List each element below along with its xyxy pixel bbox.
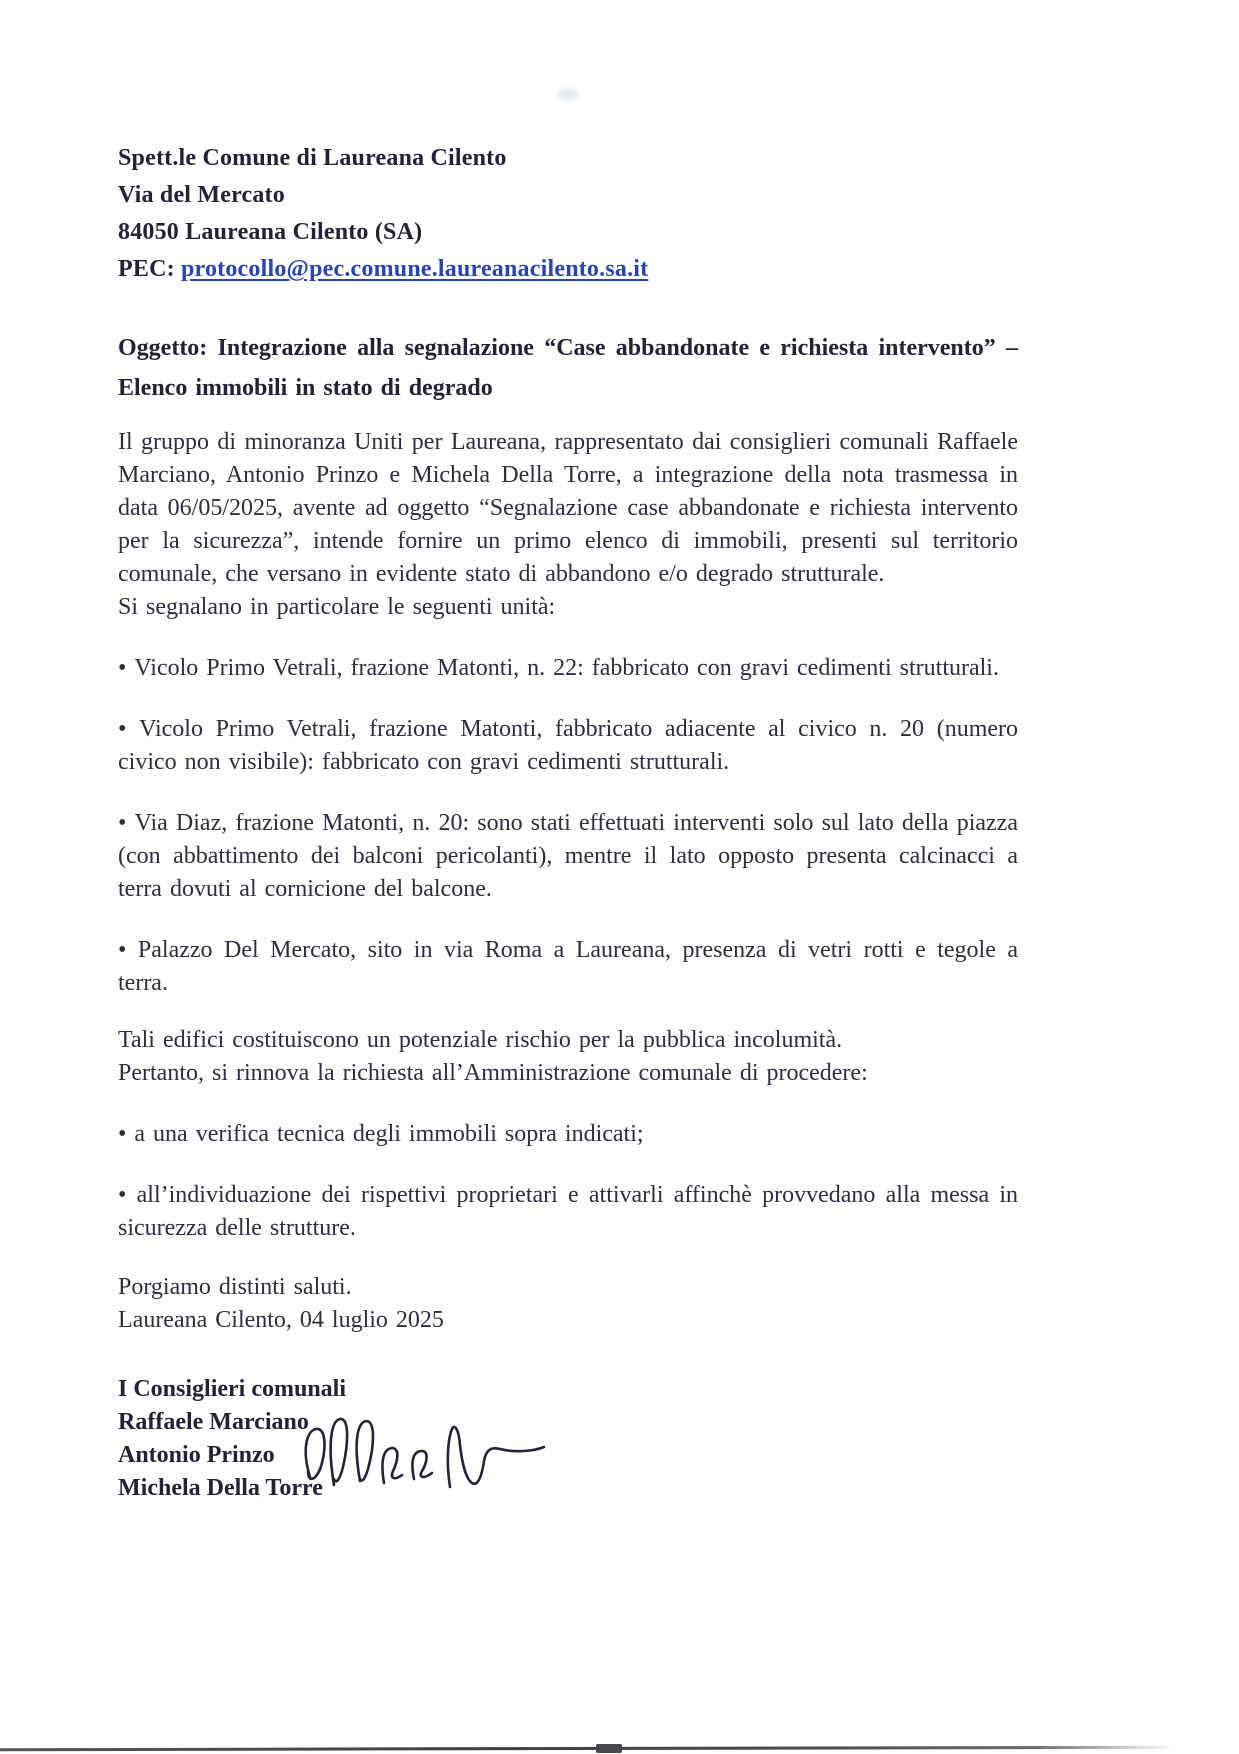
risk-statement: Tali edifici costituiscono un potenziale rischio per la pubblica incolumità. [118,1027,843,1053]
recipient-block [118,140,1018,288]
recipient-street: Via del Mercato [118,182,285,208]
closing-salutation: Porgiamo distinti saluti. [118,1274,352,1300]
recipient-name: Spett.le Comune di Laureana Cilento [118,145,507,171]
signatory-name: Antonio Prinzo [118,1442,275,1468]
subject-line: Oggetto: Integrazione alla segnalazione “Case abbandonate e richiesta intervento” – Elenco immobili in stato di degrado [118,335,1018,401]
requests-list [118,1118,1018,1245]
scan-edge-blob [596,1744,622,1753]
degraded-buildings-list [118,652,1018,1000]
pec-email-link[interactable]: protocollo@pec.comune.laureanacilento.sa.it [181,256,649,282]
list-item: • Via Diaz, frazione Matonti, n. 20: sono stati effettuati interventi solo sul lato della piazza (con abbattimento dei balconi pericolanti), mentre il lato opposto presenta calcinacci a terra dovuti al cornicione del balcone. [118,807,1018,906]
recipient-pec-line [118,251,1018,288]
letter-content [118,140,1018,1505]
list-item: • a una verifica tecnica degli immobili sopra indicati; [118,1118,1018,1151]
place-and-date: Laureana Cilento, 04 luglio 2025 [118,1307,444,1333]
list-item: • Vicolo Primo Vetrali, frazione Matonti, n. 22: fabbricato con gravi cedimenti strutturali. [118,652,1018,685]
list-item: • Vicolo Primo Vetrali, frazione Matonti, fabbricato adiacente al civico n. 20 (numero civico non visibile): fabbricato con gravi cedimenti strutturali. [118,713,1018,779]
list-item: • Palazzo Del Mercato, sito in via Roma a Laureana, presenza di vetri rotti e tegole a terra. [118,934,1018,1000]
intro-paragraph: Il gruppo di minoranza Uniti per Laureana, rappresentato dai consiglieri comunali Raffaele Marciano, Antonio Prinzo e Michela Della Torre, a integrazione della nota trasmessa in data 06/05/2025, avente ad oggetto “Segnalazione case abbandonate e richiesta intervento per la sicurezza”, intende fornire un primo elenco di immobili, presenti sul territorio comunale, che versano in evidente stato di abbandono e/o degrado strutturale. [118,429,1018,587]
request-statement: Pertanto, si rinnova la richiesta all’Amministrazione comunale di procedere: [118,1060,868,1086]
scan-edge-artifact [0,1746,1174,1751]
signatory-name: Raffaele Marciano [118,1409,309,1435]
signature-block [118,1373,1018,1505]
recipient-city: 84050 Laureana Cilento (SA) [118,219,423,245]
letter-body [118,426,1018,1337]
signatories-heading: I Consiglieri comunali [118,1376,347,1402]
list-item: • all’individuazione dei rispettivi proprietari e attivarli affinchè provvedano alla messa in sicurezza delle strutture. [118,1179,1018,1245]
scan-smudge [558,88,578,102]
pec-label: PEC: [118,256,175,282]
signatory-name: Michela Della Torre [118,1475,323,1501]
intro-lead-in: Si segnalano in particolare le seguenti unità: [118,594,556,620]
